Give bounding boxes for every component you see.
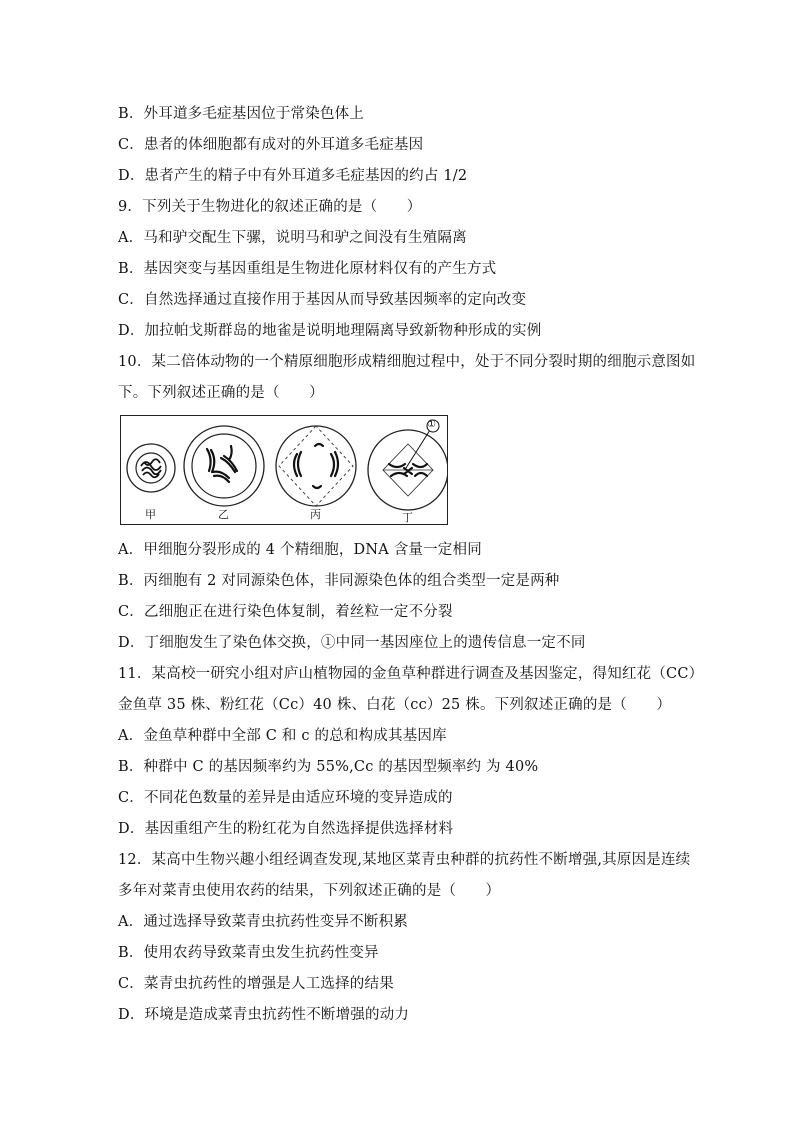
label-yi: 乙 (218, 508, 229, 521)
option-11c: C．不同花色数量的差异是由适应环境的变异造成的 (118, 790, 453, 806)
cell-jia (127, 444, 175, 492)
option-8b: B．外耳道多毛症基因位于常染色体上 (118, 106, 365, 122)
label-jia: 甲 (145, 508, 156, 521)
question-11-line2: 金鱼草 35 株、粉红花（Cc）40 株、白花（cc）25 株。下列叙述正确的是（ ） (118, 697, 672, 713)
option-12b: B．使用农药导致菜青虫发生抗药性变异 (118, 945, 379, 961)
question-11-line1: 11．某高校一研究小组对庐山植物园的金鱼草种群进行调查及基因鉴定，得知红花（CC） (118, 666, 704, 682)
option-11d: D．基因重组产生的粉红花为自然选择提供选择材料 (118, 821, 454, 837)
cell-diagram-svg (121, 416, 447, 524)
option-10b: B．丙细胞有 2 对同源染色体，非同源染色体的组合类型一定是两种 (118, 573, 560, 589)
option-9d: D．加拉帕戈斯群岛的地雀是说明地理隔离导致新物种形成的实例 (118, 323, 542, 339)
question-10-line2: 下。下列叙述正确的是（ ） (118, 385, 324, 401)
cell-bing (276, 426, 356, 506)
question-12-line1: 12．某高中生物兴趣小组经调查发现,某地区菜青虫种群的抗药性不断增强,其原因是连续 (118, 852, 691, 868)
question-9: 9．下列关于生物进化的叙述正确的是（ ） (118, 199, 422, 215)
option-10c: C．乙细胞正在进行染色体复制，着丝粒一定不分裂 (118, 604, 453, 620)
option-9c: C．自然选择通过直接作用于基因从而导致基因频率的定向改变 (118, 292, 527, 308)
question-12-line2: 多年对菜青虫使用农药的结果，下列叙述正确的是（ ） (118, 883, 501, 899)
option-12a: A．通过选择导致菜青虫抗药性变异不断积累 (118, 914, 408, 930)
question-10-line1: 10．某二倍体动物的一个精原细胞形成精细胞过程中，处于不同分裂时期的细胞示意图如 (118, 354, 696, 370)
option-11a: A．金鱼草种群中全部 C 和 c 的总和构成其基因库 (118, 728, 447, 744)
cell-division-figure (120, 415, 448, 525)
cell-yi (184, 426, 264, 506)
option-10a: A．甲细胞分裂形成的 4 个精细胞，DNA 含量一定相同 (118, 542, 482, 558)
option-9a: A．马和驴交配生下骡，说明马和驴之间没有生殖隔离 (118, 230, 467, 246)
label-bing: 丙 (310, 508, 321, 521)
option-10d: D．丁细胞发生了染色体交换，①中同一基因座位上的遗传信息一定不同 (118, 635, 586, 651)
option-12d: D．环境是造成菜青虫抗药性不断增强的动力 (118, 1007, 410, 1023)
option-11b: B．种群中 C 的基因频率约为 55%,Cc 的基因型频率约 为 40% (118, 759, 539, 775)
option-8d: D．患者产生的精子中有外耳道多毛症基因的约占 1/2 (118, 168, 468, 184)
option-12c: C．菜青虫抗药性的增强是人工选择的结果 (118, 976, 394, 992)
option-9b: B．基因突变与基因重组是生物进化原材料仅有的产生方式 (118, 261, 497, 277)
cell-ding (368, 420, 447, 510)
label-ding: 丁 (402, 511, 413, 524)
option-8c: C．患者的体细胞都有成对的外耳道多毛症基因 (118, 137, 424, 153)
figure-marker: ① (427, 419, 436, 430)
